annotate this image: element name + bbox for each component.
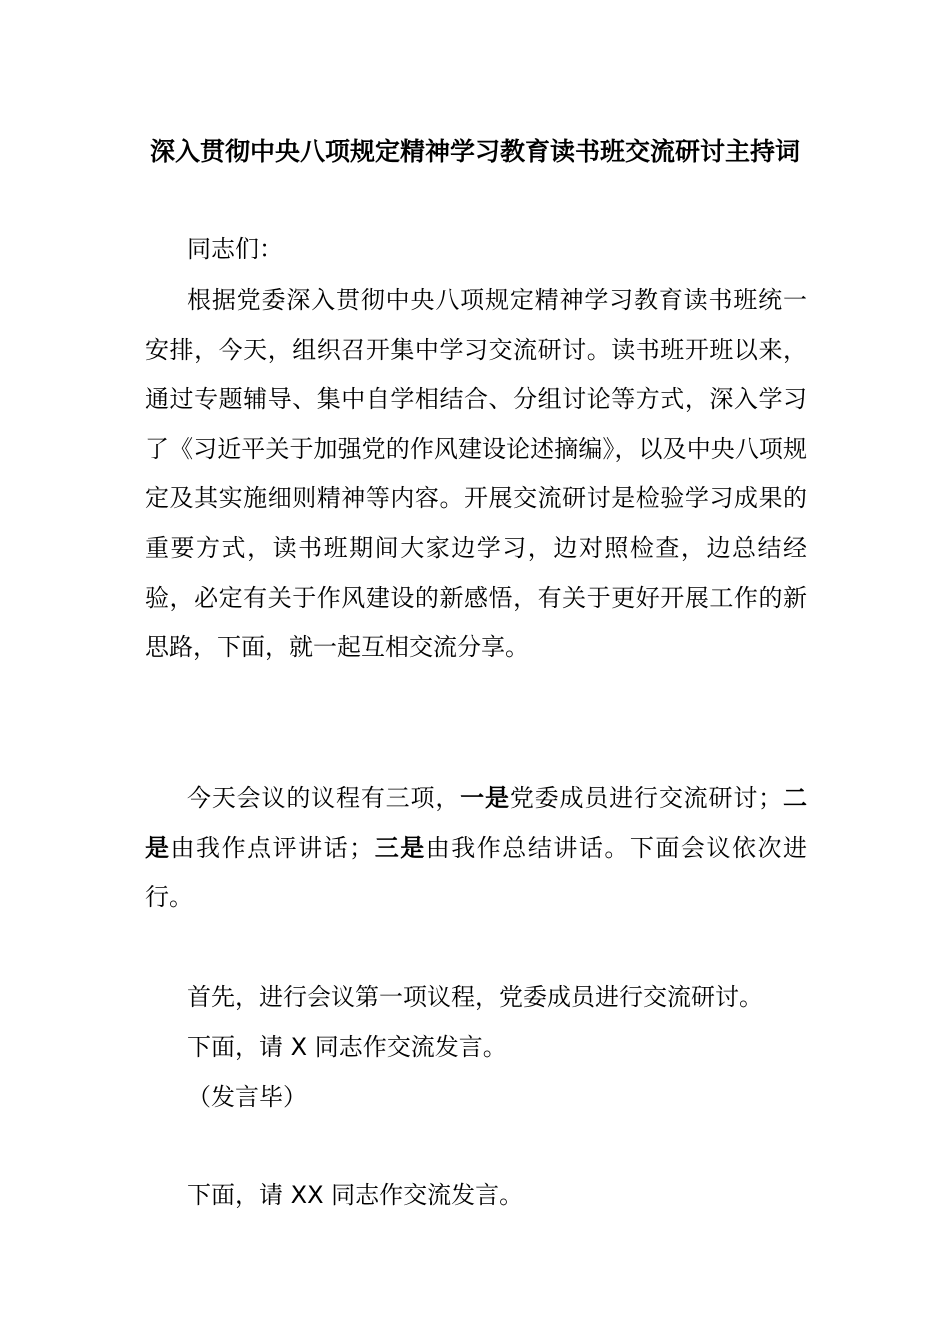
paragraph-agenda (145, 774, 807, 923)
speech-end-note: （发言毕） (187, 1083, 307, 1111)
agenda-item-1-text: 党委成员进行交流研讨； (509, 784, 783, 812)
agenda-intro: 今天会议的议程有三项， (187, 784, 461, 812)
document-title: 深入贯彻中央八项规定精神学习教育读书班交流研讨主持词 (149, 137, 800, 166)
agenda-item-3-text: 由我作总结讲话。下面会议依次进行。 (145, 833, 808, 912)
agenda-item-2-text: 由我作点评讲话； (170, 833, 374, 862)
agenda-item-2-label: 二是 (145, 784, 808, 862)
agenda-item-3-label: 三是 (373, 833, 426, 862)
first-agenda-item: 首先，进行会议第一项议程，党委成员进行交流研讨。 (187, 983, 763, 1011)
salutation: 同志们： (187, 235, 283, 263)
agenda-item-1-label: 一是 (460, 784, 510, 812)
speaker-1-invitation: 下面，请 X 同志作交流发言。 (187, 1033, 507, 1061)
speaker-2-invitation: 下面，请 XX 同志作交流发言。 (187, 1181, 524, 1209)
paragraph-intro: 根据党委深入贯彻中央八项规定精神学习教育读书班统一安排，今天，组织召开集中学习交流研讨。读书班开班以来，通过专题辅导、集中自学相结合、分组讨论等方式，深入学习了《习近平关于加强党的作风建设论述摘编》，以及中央八项规定及其实施细则精神等内容。开展交流研讨是检验学习成果的重要方式，读书班期间大家边学习，边对照检查，边总结经验，必定有关于作风建设的新感悟，有关于更好开展工作的新思路，下面，就一起互相交流分享。 (145, 286, 807, 662)
